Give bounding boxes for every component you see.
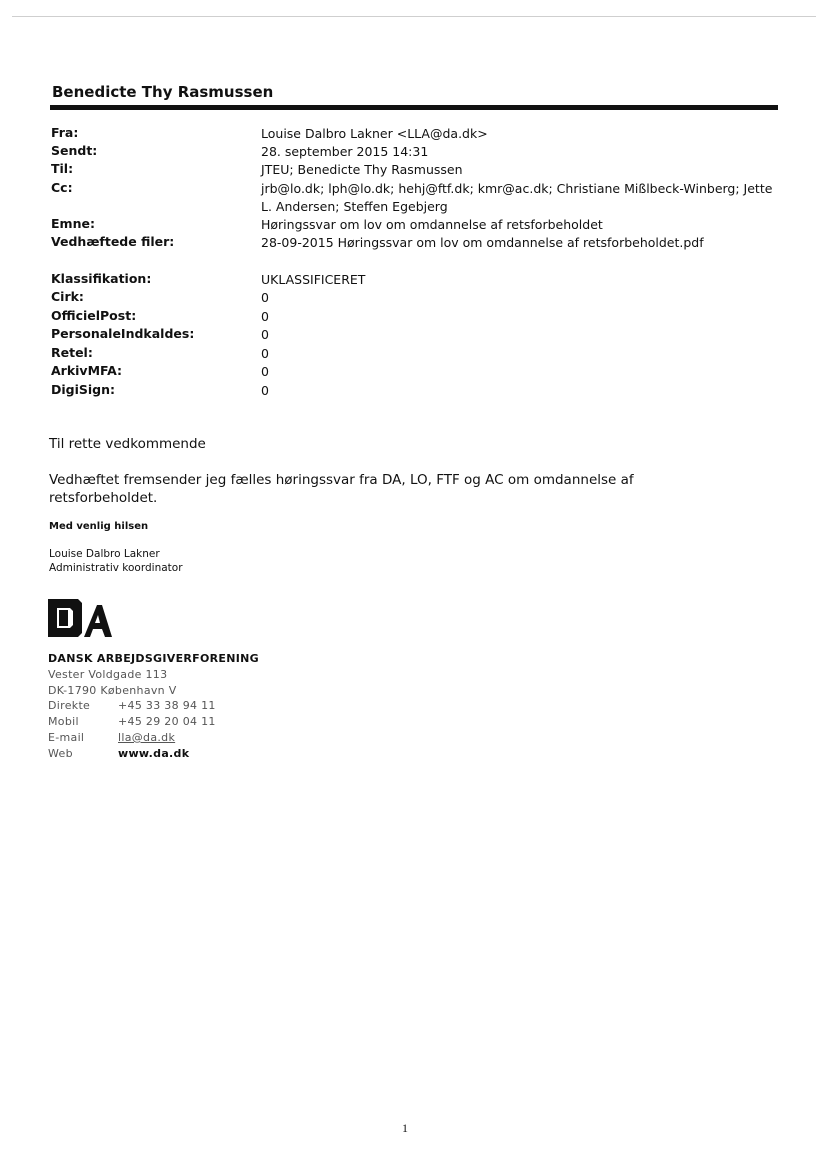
attachments-label: Vedhæftede filer:	[51, 234, 175, 249]
mailbox-owner-name: Benedicte Thy Rasmussen	[52, 83, 274, 101]
contact-direct-label: Direkte	[48, 699, 91, 712]
retel-value: 0	[261, 346, 269, 361]
contact-email-label: E-mail	[48, 731, 85, 744]
subject-label: Emne:	[51, 216, 95, 231]
officielpost-value: 0	[261, 309, 269, 324]
cirk-label: Cirk:	[51, 289, 84, 304]
contact-mobile-value: +45 29 20 04 11	[118, 715, 216, 728]
arkivmfa-value: 0	[261, 364, 269, 379]
contact-mobile-label: Mobil	[48, 715, 79, 728]
message-paragraph: Vedhæftet fremsender jeg fælles høringssvar fra DA, LO, FTF og AC om omdannelse af retsforbeholdet.	[49, 472, 634, 506]
retel-label: Retel:	[51, 345, 93, 360]
subject-value: Høringssvar om lov om omdannelse af retsforbeholdet	[261, 217, 603, 232]
arkivmfa-label: ArkivMFA:	[51, 363, 123, 378]
greeting: Til rette vedkommende	[49, 436, 206, 452]
from-value: Louise Dalbro Lakner <LLA@da.dk>	[261, 126, 488, 141]
to-label: Til:	[51, 161, 74, 176]
header-divider	[50, 105, 778, 110]
officielpost-label: OfficielPost:	[51, 308, 137, 323]
attachments-value: 28-09-2015 Høringssvar om lov om omdannelse af retsforbeholdet.pdf	[261, 235, 704, 250]
organization-name: DANSK ARBEJDSGIVERFORENING	[48, 652, 259, 665]
classification-label: Klassifikation:	[51, 271, 152, 286]
contact-direct-value: +45 33 38 94 11	[118, 699, 216, 712]
cirk-value: 0	[261, 290, 269, 305]
digisign-label: DigiSign:	[51, 382, 116, 397]
classification-value: UKLASSIFICERET	[261, 272, 366, 287]
top-divider	[12, 16, 816, 17]
digisign-value: 0	[261, 383, 269, 398]
contact-web-link[interactable]: www.da.dk	[118, 747, 190, 760]
contact-email-link[interactable]: lla@da.dk	[118, 731, 176, 744]
from-label: Fra:	[51, 125, 79, 140]
to-value: JTEU; Benedicte Thy Rasmussen	[261, 162, 463, 177]
address-line-1: Vester Voldgade 113	[48, 668, 168, 681]
sender-name: Louise Dalbro Lakner	[49, 548, 160, 560]
sent-value: 28. september 2015 14:31	[261, 144, 429, 159]
sent-label: Sendt:	[51, 143, 98, 158]
page-number: 1	[402, 1121, 408, 1135]
address-line-2: DK-1790 København V	[48, 684, 177, 697]
da-logo-icon	[48, 599, 112, 637]
contact-web-label: Web	[48, 747, 73, 760]
closing: Med venlig hilsen	[49, 521, 149, 532]
personaleindkaldes-value: 0	[261, 327, 269, 342]
cc-value: jrb@lo.dk; lph@lo.dk; hehj@ftf.dk; kmr@ac.dk; Christiane Mißlbeck-Winberg; Jette L. Andersen; Steffen Egebjerg	[261, 181, 773, 214]
sender-title: Administrativ koordinator	[49, 562, 183, 574]
personaleindkaldes-label: PersonaleIndkaldes:	[51, 326, 195, 341]
cc-label: Cc:	[51, 180, 73, 195]
